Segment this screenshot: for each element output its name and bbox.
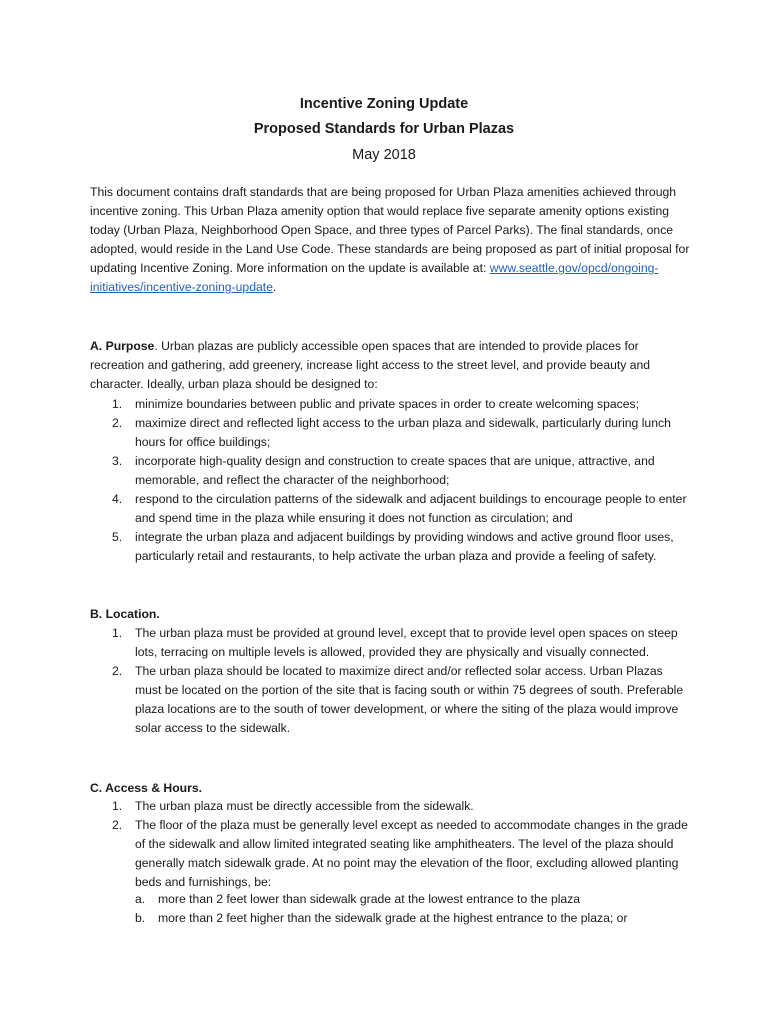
- list-number: 2.: [112, 416, 123, 430]
- list-text: integrate the urban plaza and adjacent buildings by providing windows and active ground floor uses, particularly retail and restaurants, to help activate the urban plaza and provide a feeling of safety.: [135, 530, 674, 563]
- section-a-heading: A. Purpose: [90, 339, 155, 353]
- list-item: [112, 528, 692, 566]
- list-number: 2.: [112, 664, 123, 678]
- document-date: May 2018: [352, 147, 416, 163]
- intro-after-link: .: [272, 280, 277, 294]
- sublist-text: more than 2 feet lower than sidewalk grade at the lowest entrance to the plaza: [158, 892, 581, 906]
- access-list: [112, 797, 692, 892]
- list-item: [112, 662, 692, 738]
- list-text: maximize direct and reflected light access to the urban plaza and sidewalk, particularly during lunch hours for office buildings;: [135, 416, 671, 449]
- sublist-item: [135, 909, 690, 928]
- list-item: [112, 490, 692, 528]
- update-info-link[interactable]: www.seattle.gov/opcd/ongoing-initiatives/incentive-zoning-update: [90, 261, 659, 294]
- list-number: 1.: [112, 626, 123, 640]
- list-item: [112, 816, 692, 892]
- list-text: minimize boundaries between public and private spaces in order to create welcoming spaces;: [135, 397, 640, 411]
- section-b-heading: B. Location.: [90, 607, 160, 621]
- sublist-letter: b.: [135, 911, 146, 925]
- list-text: The floor of the plaza must be generally level except as needed to accommodate changes in the grade of the sidewalk and allow limited integrated seating like amphitheaters. The level of the plaza should generally match sidewalk grade. At no point may the elevation of the floor, excluding allowed planting beds and furnishings, be:: [135, 818, 688, 889]
- list-number: 1.: [112, 799, 123, 813]
- list-text: respond to the circulation patterns of the sidewalk and adjacent buildings to encourage people to enter and spend time in the plaza while ensuring it does not function as circulation; and: [135, 492, 687, 525]
- list-number: 4.: [112, 492, 123, 506]
- list-text: The urban plaza must be provided at ground level, except that to provide level open spaces on steep lots, terracing on multiple levels is allowed, provided they are physically and visually connected.: [135, 626, 678, 659]
- intro-paragraph: [90, 183, 690, 297]
- intro-text: This document contains draft standards that are being proposed for Urban Plaza amenities achieved through incentive zoning. This Urban Plaza amenity option that would replace five separate amenity options existing today (Urban Plaza, Neighborhood Open Space, and three types of Parcel Parks). The final standards, once adopted, would reside in the Land Use Code. These standards are being proposed as part of initial proposal for updating Incentive Zoning. More information on the update is available at:: [90, 185, 690, 275]
- elevation-sublist: [135, 890, 690, 928]
- list-item: [112, 395, 692, 414]
- section-a-purpose: [90, 337, 690, 394]
- list-text: The urban plaza must be directly accessible from the sidewalk.: [135, 799, 474, 813]
- sublist-text: more than 2 feet higher than the sidewalk grade at the highest entrance to the plaza; or: [158, 911, 628, 925]
- list-number: 5.: [112, 530, 123, 544]
- list-item: [112, 414, 692, 452]
- list-item: [112, 452, 692, 490]
- sublist-item: [135, 890, 690, 909]
- location-list: [112, 624, 692, 738]
- section-c-heading: C. Access & Hours.: [90, 781, 202, 795]
- sublist-letter: a.: [135, 892, 146, 906]
- list-text: The urban plaza should be located to maximize direct and/or reflected solar access. Urban Plazas must be located on the portion of the site that is facing south or within 75 degrees of south. Preferable plaza locations are to the south of tower development, or where the siting of the plaza would improve solar access to the sidewalk.: [135, 664, 684, 735]
- list-text: incorporate high-quality design and construction to create spaces that are unique, attractive, and memorable, and reflect the character of the neighborhood;: [135, 454, 655, 487]
- document-subtitle: Proposed Standards for Urban Plazas: [253, 121, 515, 137]
- list-item: [112, 624, 692, 662]
- document-title: Incentive Zoning Update: [299, 96, 469, 112]
- list-number: 2.: [112, 818, 123, 832]
- section-a-text: . Urban plazas are publicly accessible open spaces that are intended to provide places for recreation and gathering, add greenery, increase light access to the street level, and provide beauty and character. Ideally, urban plaza should be designed to:: [90, 339, 651, 391]
- list-number: 1.: [112, 397, 123, 411]
- list-item: [112, 797, 692, 816]
- purpose-list: [112, 395, 692, 566]
- list-number: 3.: [112, 454, 123, 468]
